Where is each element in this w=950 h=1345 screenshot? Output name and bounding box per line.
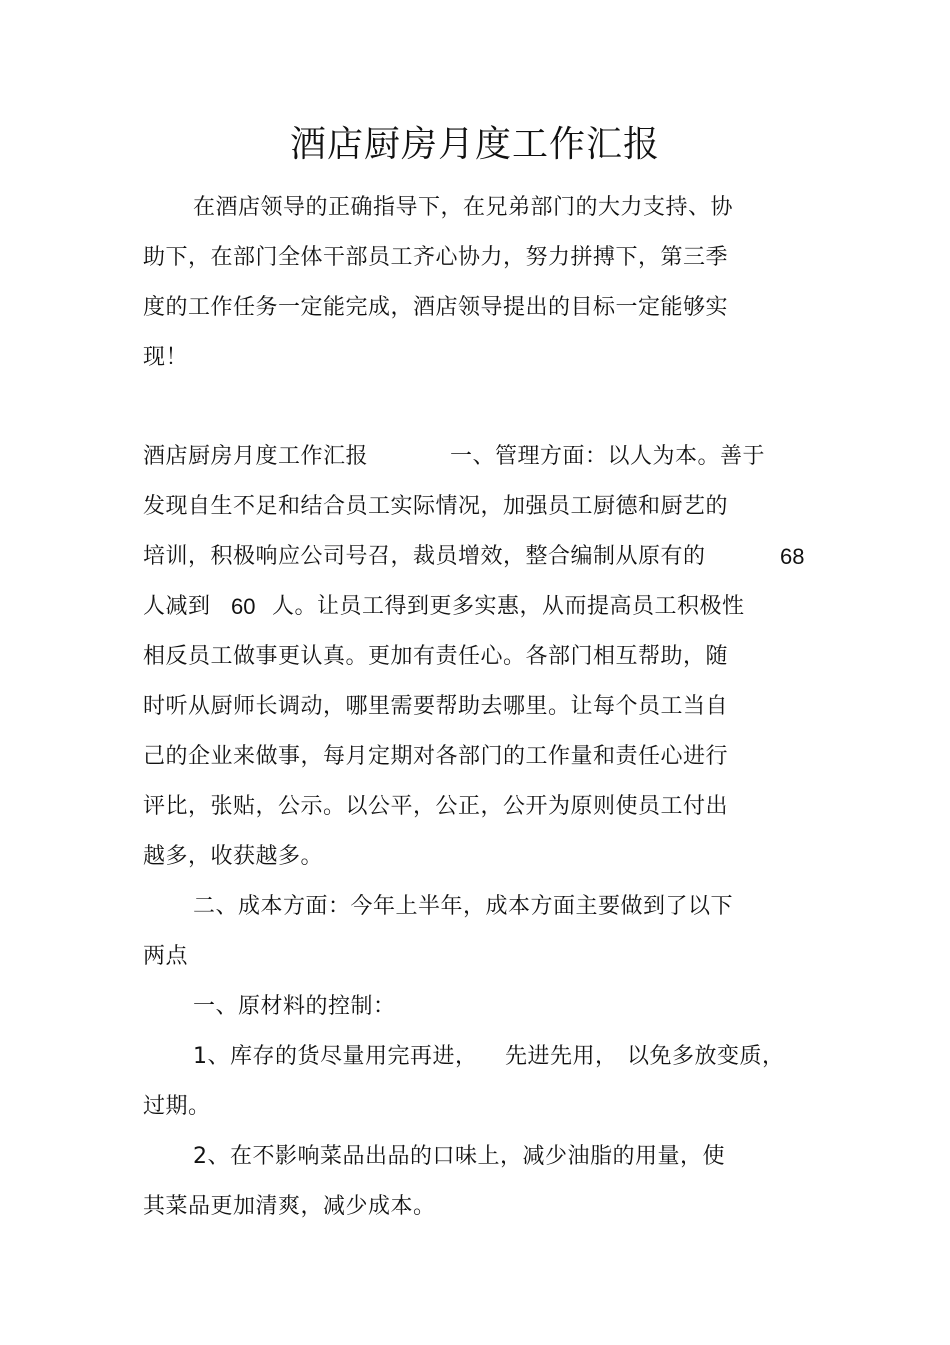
document-title: 酒店厨房月度工作汇报: [289, 124, 660, 165]
item1-part-a: 1、库存的货尽量用完再进，: [193, 1044, 478, 1069]
intro-line-3: 度的工作任务一定能完成，酒店领导提出的目标一定能够实: [143, 295, 729, 320]
section1-heading-left: 酒店厨房月度工作汇报: [143, 444, 369, 469]
section1-line-4b: 人。让员工得到更多实惠，从而提高员工积极性: [272, 594, 745, 619]
section1-line-4a: 人减到: [143, 594, 211, 619]
item2-continuation: 其菜品更加清爽，减少成本。: [143, 1194, 436, 1219]
section1-line-5: 相反员工做事更认真。更加有责任心。各部门相互帮助，随: [143, 644, 729, 669]
section1-line-3: 培训，积极响应公司号召，裁员增效，整合编制从原有的: [143, 544, 706, 569]
section1-number-from: 68: [780, 544, 805, 569]
intro-line-1: 在酒店领导的正确指导下，在兄弟部门的大力支持、协: [193, 195, 734, 220]
section2-sub-heading: 一、原材料的控制：: [193, 994, 396, 1019]
section2-line-1: 二、成本方面：今年上半年，成本方面主要做到了以下: [193, 894, 734, 919]
intro-line-2: 助下，在部门全体干部员工齐心协力，努力拼搏下，第三季: [143, 245, 729, 270]
intro-line-4: 现！: [143, 345, 189, 370]
section1-line-6: 时听从厨师长调动，哪里需要帮助去哪里。让每个员工当自: [143, 694, 729, 719]
item1-continuation: 过期。: [143, 1094, 211, 1119]
section1-line-9: 越多，收获越多。: [143, 844, 324, 869]
item1-part-c: 以免多放变质，: [627, 1044, 785, 1069]
section1-line-2: 发现自生不足和结合员工实际情况，加强员工厨德和厨艺的: [143, 494, 729, 519]
section2-line-2: 两点: [143, 944, 189, 969]
section1-line-7: 己的企业来做事，每月定期对各部门的工作量和责任心进行: [143, 744, 729, 769]
section1-line-8: 评比，张贴，公示。以公平，公正，公开为原则使员工付出: [143, 794, 729, 819]
section1-heading-right: 一、管理方面：以人为本。善于: [450, 444, 766, 469]
section1-number-to: 60: [231, 594, 256, 619]
item2-line: 2、在不影响菜品出品的口味上，减少油脂的用量，使: [193, 1144, 725, 1169]
item1-part-b: 先进先用，: [505, 1044, 618, 1069]
